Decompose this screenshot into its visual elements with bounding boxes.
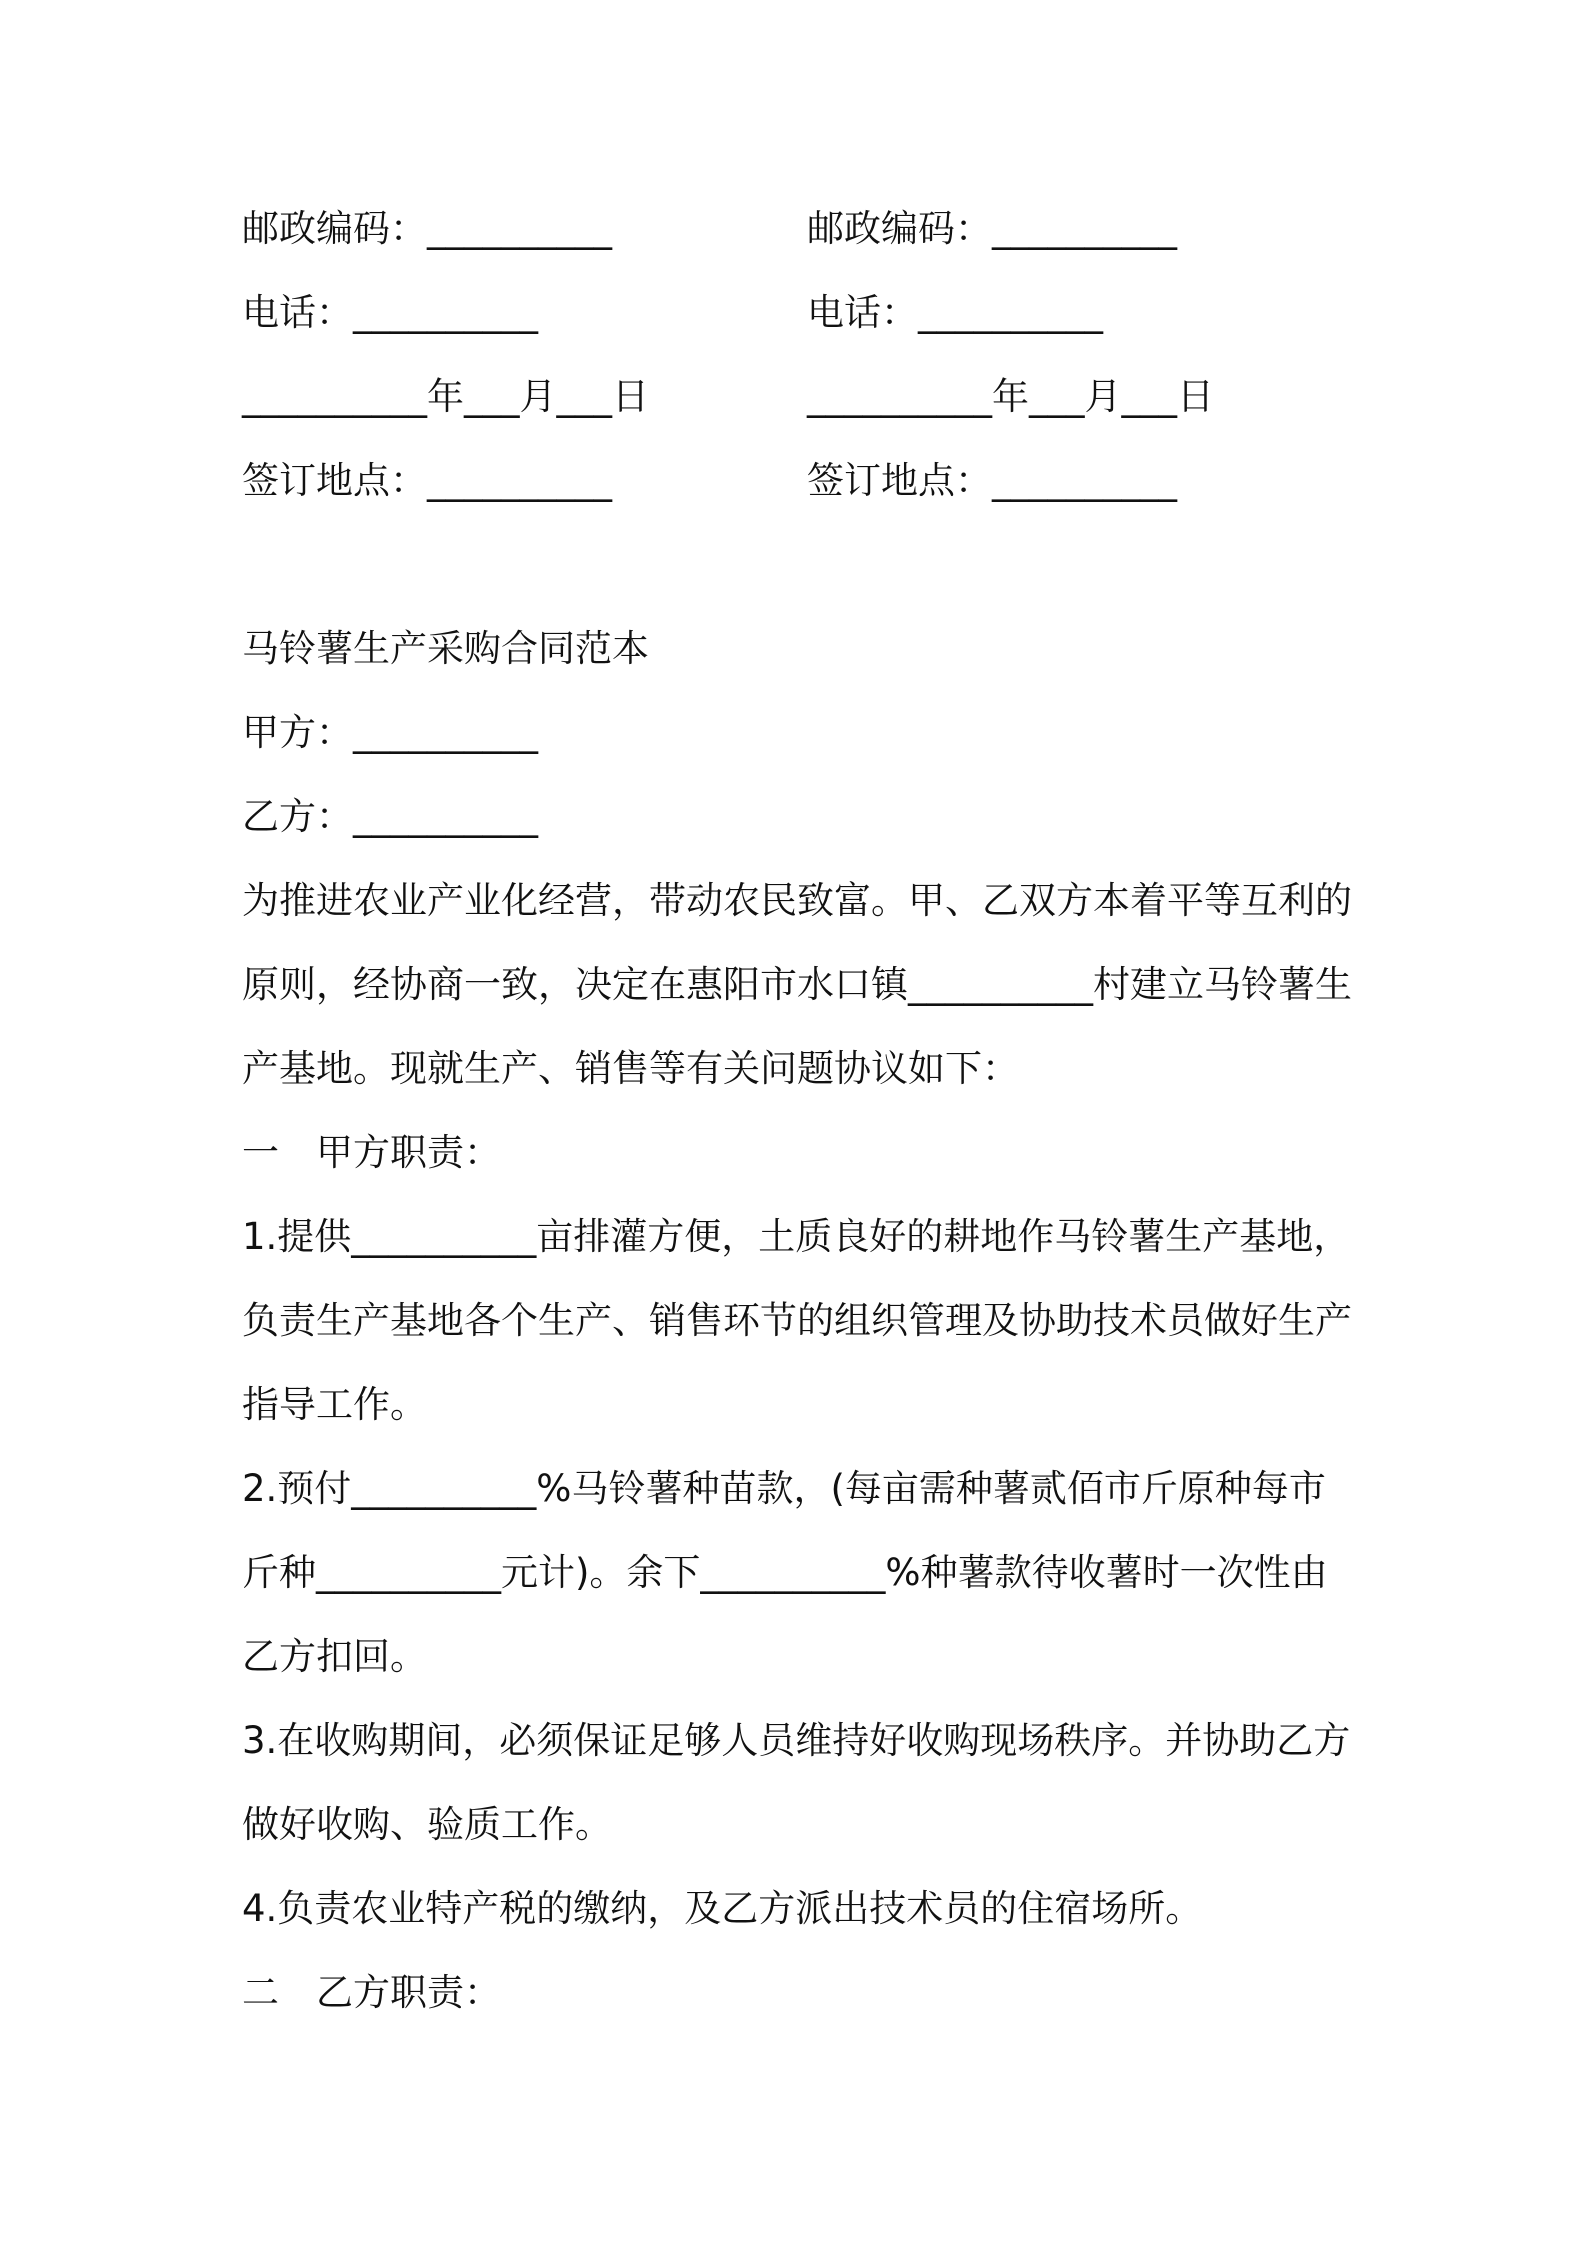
section-1-item-2-line: 乙方扣回。 bbox=[242, 1635, 427, 1678]
party-b: 乙方：__________ bbox=[242, 795, 538, 838]
section-1-item-1-line: 1.提供__________亩排灌方便，土质良好的耕地作马铃薯生产基地， bbox=[242, 1215, 1351, 1258]
section-1-item-3-line: 做好收购、验质工作。 bbox=[242, 1803, 612, 1846]
section-1-item-3-line: 3.在收购期间，必须保证足够人员维持好收购现场秩序。并协助乙方 bbox=[242, 1719, 1351, 1762]
party-a: 甲方：__________ bbox=[242, 711, 538, 754]
intro-line: 为推进农业产业化经营，带动农民致富。甲、乙双方本着平等互利的 bbox=[242, 879, 1352, 922]
right-phone: 电话：__________ bbox=[807, 291, 1103, 334]
left-postal-code: 邮政编码：__________ bbox=[242, 207, 612, 250]
left-date: __________年___月___日 bbox=[242, 375, 649, 418]
section-1-item-1-line: 负责生产基地各个生产、销售环节的组织管理及协助技术员做好生产 bbox=[242, 1299, 1352, 1342]
section-1-heading: 一 甲方职责： bbox=[242, 1131, 501, 1174]
left-signing-place: 签订地点：__________ bbox=[242, 459, 612, 502]
section-1-item-2-line: 2.预付__________%马铃薯种苗款，(每亩需种薯贰佰市斤原种每市 bbox=[242, 1467, 1326, 1510]
section-1-item-2-line: 斤种__________元计)。余下__________%种薯款待收薯时一次性由 bbox=[242, 1551, 1328, 1594]
right-signing-place: 签订地点：__________ bbox=[807, 459, 1177, 502]
section-1-item-4-line: 4.负责农业特产税的缴纳，及乙方派出技术员的住宿场所。 bbox=[242, 1887, 1203, 1930]
right-postal-code: 邮政编码：__________ bbox=[807, 207, 1177, 250]
contract-title: 马铃薯生产采购合同范本 bbox=[242, 627, 649, 670]
section-1-item-1-line: 指导工作。 bbox=[242, 1383, 427, 1426]
right-date: __________年___月___日 bbox=[807, 375, 1214, 418]
section-2-heading: 二 乙方职责： bbox=[242, 1971, 501, 2014]
left-phone: 电话：__________ bbox=[242, 291, 538, 334]
intro-line: 产基地。现就生产、销售等有关问题协议如下： bbox=[242, 1047, 1019, 1090]
intro-line: 原则，经协商一致，决定在惠阳市水口镇__________村建立马铃薯生 bbox=[242, 963, 1352, 1006]
